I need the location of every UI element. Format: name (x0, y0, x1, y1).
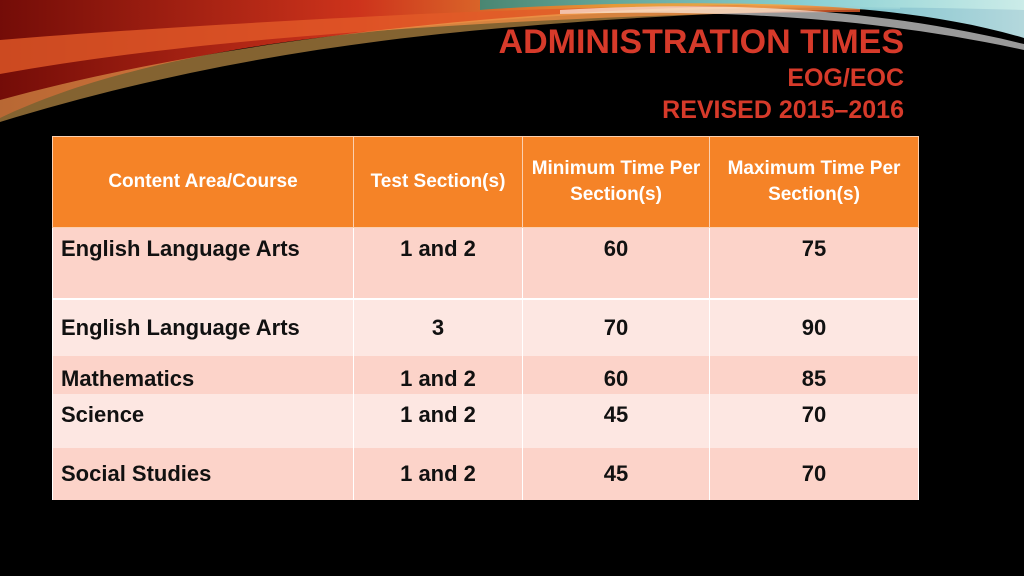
cell-min-time: 70 (523, 299, 710, 356)
title-block (499, 22, 904, 126)
cell-course: English Language Arts (53, 228, 354, 300)
cell-course: English Language Arts (53, 299, 354, 356)
table-header-row (53, 137, 919, 228)
column-header-minimum-time: Minimum Time Per Section(s) (523, 137, 710, 228)
cell-course: Mathematics (53, 356, 354, 394)
cell-min-time: 45 (523, 448, 710, 500)
column-header-maximum-time: Maximum Time Per Section(s) (710, 137, 919, 228)
cell-sections: 1 and 2 (354, 356, 523, 394)
cell-max-time: 90 (710, 299, 919, 356)
cell-min-time: 60 (523, 228, 710, 300)
cell-max-time: 70 (710, 394, 919, 448)
cell-max-time: 85 (710, 356, 919, 394)
slide-subtitle-eog-eoc: EOG/EOC (787, 64, 904, 92)
table-row (53, 394, 919, 448)
administration-times-table (52, 136, 919, 500)
cell-sections: 1 and 2 (354, 448, 523, 500)
table-row (53, 448, 919, 500)
table-row (53, 228, 919, 300)
cell-min-time: 45 (523, 394, 710, 448)
column-header-content-area: Content Area/Course (53, 137, 354, 228)
table-row (53, 356, 919, 394)
cell-course: Social Studies (53, 448, 354, 500)
cell-min-time: 60 (523, 356, 710, 394)
cell-max-time: 70 (710, 448, 919, 500)
cell-sections: 1 and 2 (354, 228, 523, 300)
table-row (53, 299, 919, 356)
slide-subtitle-revised: REVISED 2015–2016 (662, 96, 904, 124)
cell-sections: 1 and 2 (354, 394, 523, 448)
cell-course: Science (53, 394, 354, 448)
column-header-test-sections: Test Section(s) (354, 137, 523, 228)
cell-sections: 3 (354, 299, 523, 356)
slide-title: ADMINISTRATION TIMES (498, 23, 904, 61)
cell-max-time: 75 (710, 228, 919, 300)
